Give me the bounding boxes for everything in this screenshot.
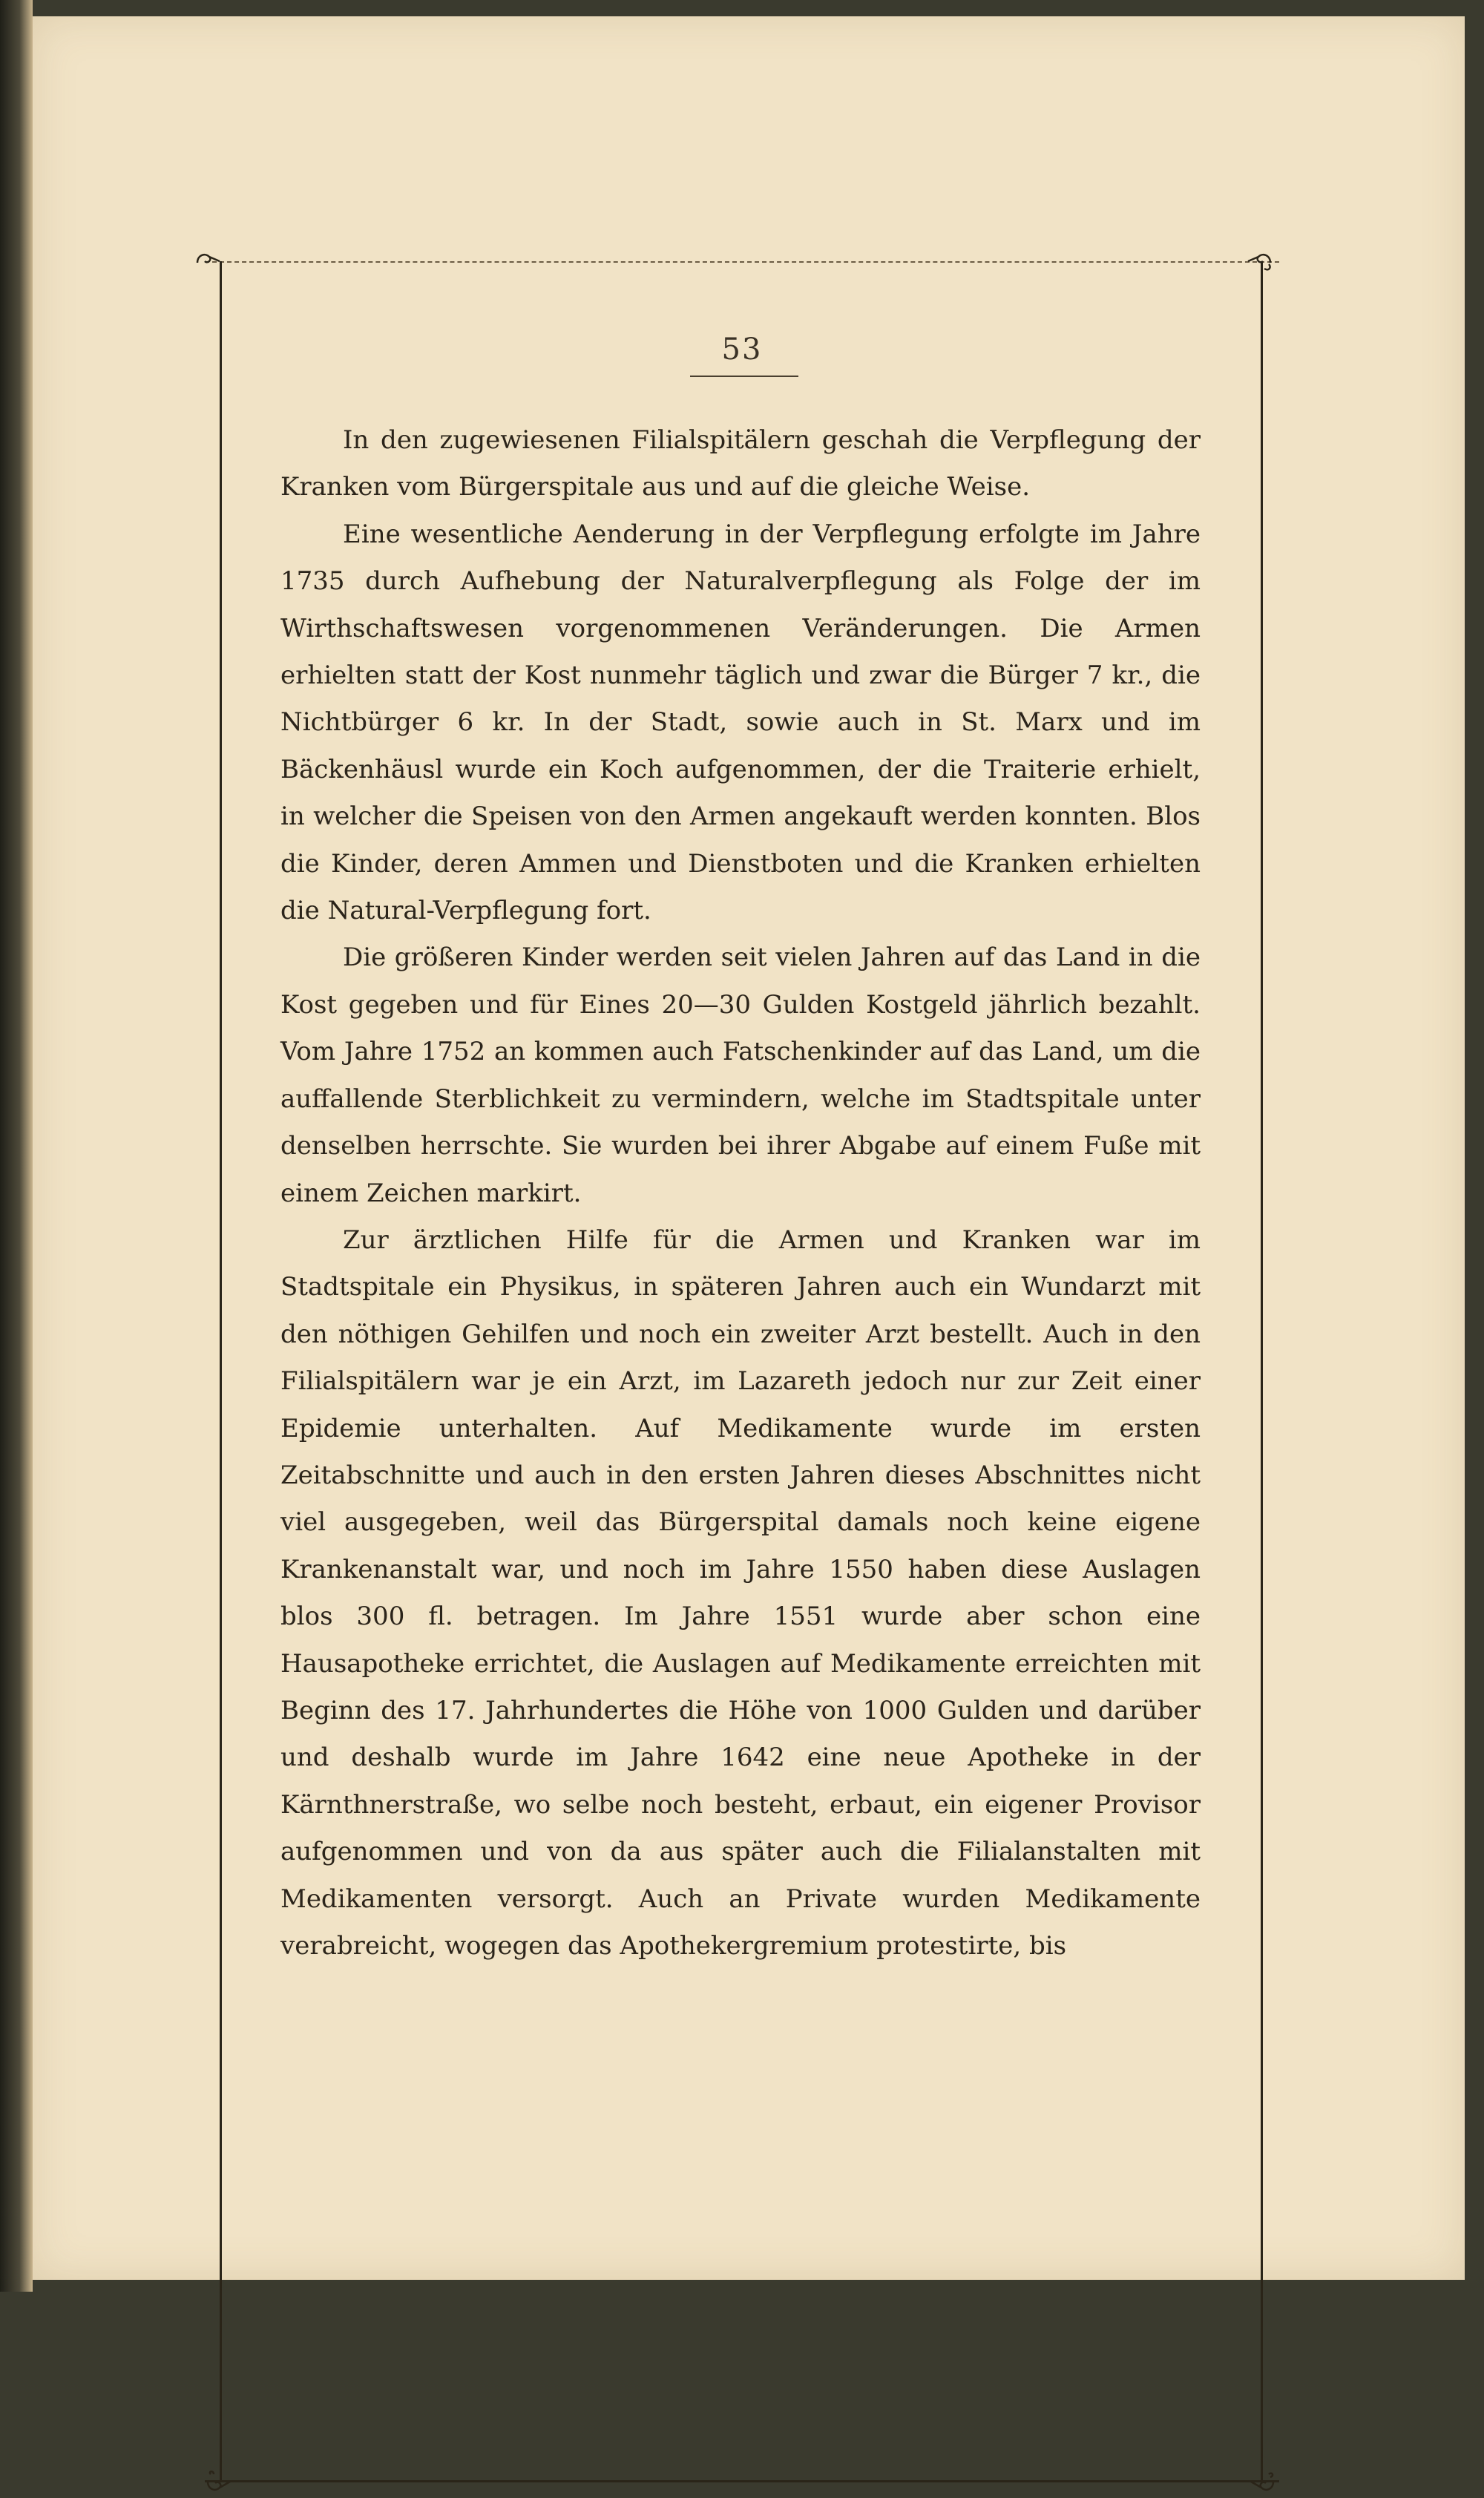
page-number: 53 (721, 332, 763, 367)
frame-bottom-rule (205, 2480, 1279, 2482)
corner-ornament-bottom-right-icon (1250, 2468, 1276, 2495)
corner-ornament-bottom-left-icon (205, 2468, 232, 2495)
paragraph: Die größeren Kinder werden seit vielen Jahren auf das Land in die Kost gegeben und für Eines 20—30 Gulden Kostgeld jährlich bezahlt. Vom Jahre 1752 an kommen auch Fatschenkinder auf das Land, um die auffallende Sterblichkeit zu vermindern, welche im Stadtspitale unter denselben herrschte. Sie wurden bei ihrer Abgabe auf einem Fuße mit einem Zeichen markirt. (280, 943, 1201, 1208)
corner-ornament-top-left-icon (194, 249, 221, 276)
body-text (280, 417, 1201, 1970)
paragraph: Eine wesentliche Aenderung in der Verpflegung erfolgte im Jahre 1735 durch Aufhebung der Naturalverpflegung als Folge der im Wirthschaftswesen vorgenommenen Veränderungen. Die Armen erhielten statt der Kost nunmehr täglich und zwar die Bürger 7 kr., die Nichtbürger 6 kr. In der Stadt, sowie auch in St. Marx und im Bäckenhäusl wurde ein Koch aufgenommen, der die Traiterie erhielt, in welcher die Speisen von den Armen angekauft werden konnten. Blos die Kinder, deren Ammen und Dienstboten und die Kranken erhielten die Natural-Verpflegung fort. (280, 519, 1201, 926)
page-number-underline (690, 376, 798, 377)
paragraph: In den zugewiesenen Filialspitälern geschah die Verpflegung der Kranken vom Bürgerspitale aus und auf die gleiche Weise. (280, 425, 1201, 502)
paragraph: Zur ärztlichen Hilfe für die Armen und Kranken war im Stadtspitale ein Physikus, in späteren Jahren auch ein Wundarzt mit den nöthigen Gehilfen und noch ein zweiter Arzt bestellt. Auch in den Filialspitälern war je ein Arzt, im Lazareth jedoch nur zur Zeit einer Epidemie unterhalten. Auf Medikamente wurde im ersten Zeitabschnitte und auch in den ersten Jahren dieses Abschnittes nicht viel ausgegeben, weil das Bürgerspital damals noch keine eigene Krankenanstalt war, und noch im Jahre 1550 haben diese Auslagen blos 300 fl. betragen. Im Jahre 1551 wurde aber schon eine Hausapotheke errichtet, die Auslagen auf Medikamente erreichten mit Beginn des 17. Jahrhundertes die Höhe von 1000 Gulden und darüber und deshalb wurde im Jahre 1642 eine neue Apotheke in der Kärnthnerstraße, wo selbe noch besteht, erbaut, ein eigener Provisor aufgenommen und von da aus später auch die Filialanstalten mit Medikamenten versorgt. Auch an Private wurden Medikamente verabreicht, wogegen das Apothekergremium protestirte, bis (280, 1225, 1201, 1961)
corner-ornament-top-right-icon (1247, 249, 1273, 276)
